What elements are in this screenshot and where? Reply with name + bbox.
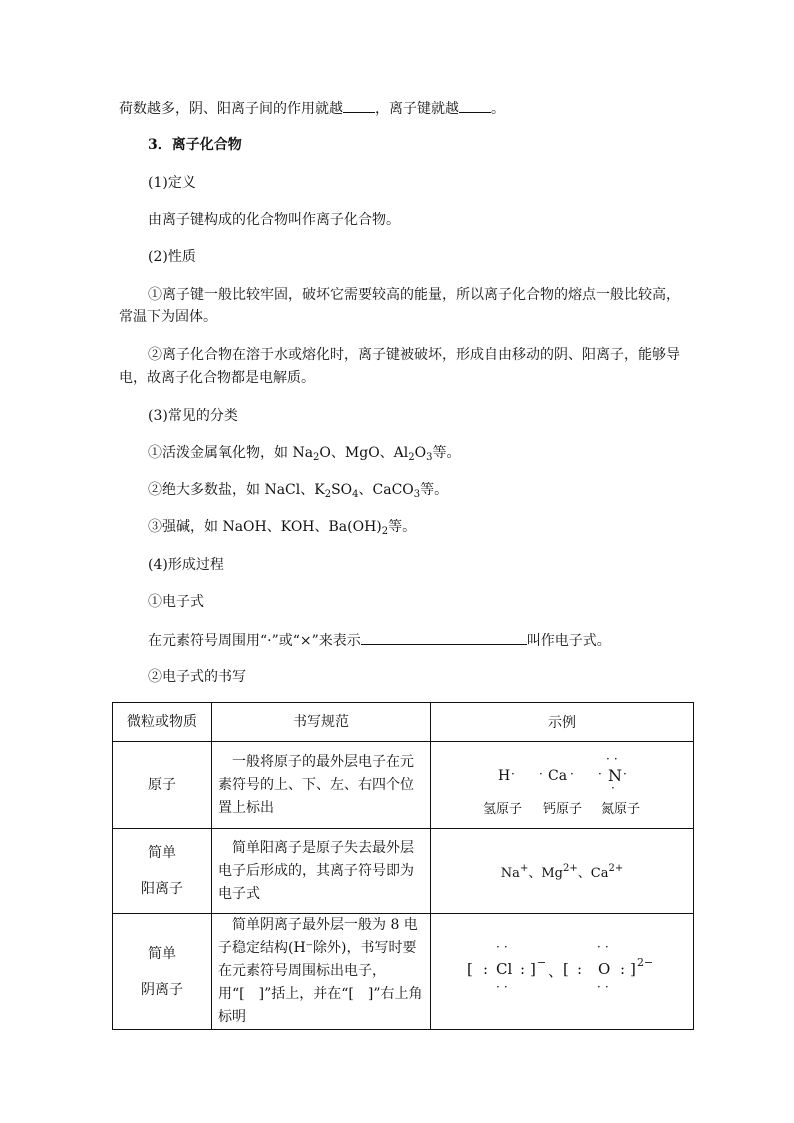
electron-pair-icon: : [620,959,626,978]
electron-pair-icon: : [483,959,489,978]
property-2-line-1: ②离子化合物在溶于水或熔化时，离子键被破坏，形成自由移动的阴、阳离子，能够导 [148,347,680,363]
paragraph-ionic-bond-strength [119,98,505,119]
table-row-atom [113,742,694,829]
atom-symbol: Ca [548,768,568,784]
text: ，离子键就越 [375,101,459,117]
rule-cell: 一般将原子的最外层电子在元素符号的上、下、左、右四个位置上标出 [212,742,431,829]
section-heading: 3．离子化合物 [148,137,242,153]
electron-pair-icon: ·· [606,752,622,766]
electron-dot-icon: · [611,781,615,795]
electron-pair-icon: ·· [496,939,512,954]
type-cell: 简单 阴离子 [113,914,212,1030]
subheading-definition: (1)定义 [148,175,196,191]
electron-formula-table [112,702,694,1030]
property-1-line-2: 常温下为固体。 [119,309,217,325]
table-row-anion [113,914,694,1030]
bracket-open: [ [467,959,473,978]
subheading-electron-formula: ①电子式 [148,594,204,610]
table-header-row [113,703,694,742]
property-2-line-2: 电，故离子化合物都是电解质。 [119,370,315,386]
table-row-cation [113,829,694,914]
separator: 、 [548,961,564,980]
electron-dot-icon: · [623,767,627,781]
electron-dot-icon: · [539,767,543,781]
subheading-classification: (3)常见的分类 [148,408,238,424]
rule-cell: 简单阴离子最外层一般为 8 电子稳定结构(H⁻除外)，书写时要在元素符号周围标出电子，用“[ ]”括上，并在“[ ]”右上角标明 [212,914,431,1030]
subheading-formation: (4)形成过程 [148,557,224,573]
subheading-writing: ②电子式的书写 [148,669,246,685]
atom-caption: 氢原子 [483,802,523,817]
ion-charge: 2− [637,955,654,969]
electron-dot-icon: · [598,767,602,781]
text: 荷数越多，阴、阳离子间的作用就越 [119,101,343,117]
atom-examples [431,750,693,820]
example-cell [431,742,694,829]
rule-cell: 简单阳离子是原子失去最外层电子后形成的，其离子符号即为电子式 [212,829,431,914]
electron-pair-icon: ·· [496,979,512,994]
fill-blank-2[interactable] [459,98,491,113]
atom-caption: 氮原子 [601,802,641,817]
electron-formula-definition: 在元素符号周围用“·”或“×”来表示 叫作电子式。 [148,630,611,651]
atom-caption: 钙原子 [543,802,583,817]
classification-1: ①活泼金属氧化物，如 $Na_2O$、MgO、$Al_2O_3$等。 [148,445,461,463]
definition-text: 由离子键构成的化合物叫作离子化合物。 [148,212,400,228]
subheading-properties: (2)性质 [148,249,196,265]
header-cell: 示例 [431,703,694,742]
classification-3: ③强碱，如 NaOH、KOH、$Ba(OH)_2$等。 [148,519,417,537]
fill-blank-1[interactable] [343,98,375,113]
example-cell [431,829,694,914]
anion-examples [431,932,693,1012]
example-cell [431,914,694,1030]
atom-symbol: H [498,768,511,784]
ion-charge: − [537,955,547,969]
property-1-line-1: ①离子键一般比较牢固，破坏它需要较高的能量，所以离子化合物的熔点一般比较高， [148,287,680,303]
electron-dot-icon: · [570,767,574,781]
bracket-open: [ [563,959,569,978]
header-cell: 微粒或物质 [113,703,212,742]
fill-blank-3[interactable] [361,630,527,645]
atom-symbol: N [608,766,622,785]
bracket-close: ] [530,959,536,978]
electron-pair-icon: : [520,959,526,978]
header-cell: 书写规范 [212,703,431,742]
electron-dot-icon: · [511,767,515,781]
text: 。 [491,101,505,117]
classification-2: ②绝大多数盐，如 NaCl、$K_2SO_4$、CaCO$_3$等。 [148,482,449,500]
type-cell: 原子 [113,742,212,829]
ion-symbol: O [598,959,611,978]
bracket-close: ] [630,959,636,978]
electron-pair-icon: ·· [597,979,613,994]
ion-symbol: Cl [496,959,513,978]
electron-pair-icon: ·· [597,939,613,954]
electron-pair-icon: : [577,959,583,978]
cation-examples: Na+、$Mg^{2+}$、$Ca^{2+}$ [500,862,624,881]
type-cell: 简单 阳离子 [113,829,212,914]
